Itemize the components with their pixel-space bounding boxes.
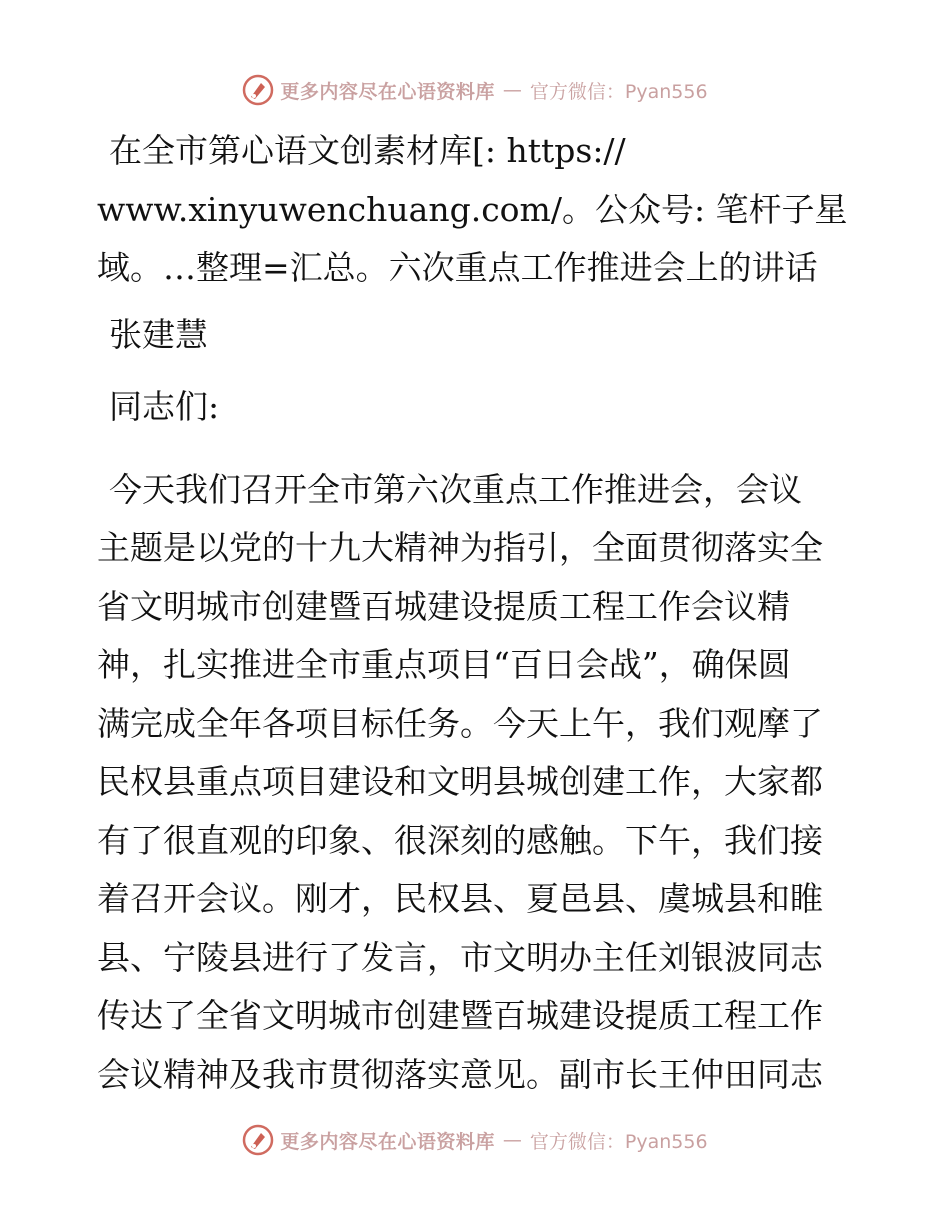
- watermark-right-text: 官方微信：Pyan556: [529, 80, 708, 103]
- watermark-left-text: 更多内容尽在心语资料库: [280, 80, 495, 103]
- document-body: [97, 122, 857, 1104]
- body-line-9: 县、宁陵县进行了发言，市文明办主任刘银波同志: [97, 937, 823, 977]
- body-line-8: 着召开会议。刚才，民权县、夏邑县、虞城县和睢: [97, 879, 823, 918]
- intro-line-2: www.xinyuwenchuang.com/。公众号: 笔杆子星: [97, 189, 848, 229]
- body-line-4: 神，扎实推进全市重点项目“百日会战”，确保圆: [97, 645, 791, 684]
- body-line-3: 省文明城市创建暨百城建设提质工程工作会议精: [97, 586, 790, 626]
- pen-nib-icon: [242, 74, 274, 106]
- author-name: 张建慧: [109, 314, 208, 354]
- body-line-11: 会议精神及我市贯彻落实意见。副市长王仲田同志: [97, 1054, 823, 1094]
- pen-nib-icon: [242, 1124, 274, 1156]
- body-line-2: 主题是以党的十九大精神为指引，全面贯彻落实全: [97, 528, 823, 567]
- salutation: 同志们:: [109, 387, 220, 426]
- body-line-10: 传达了全省文明城市创建暨百城建设提质工程工作: [97, 996, 823, 1035]
- intro-line-3: 域。…整理=汇总。六次重点工作推进会上的讲话: [97, 248, 818, 287]
- footer-watermark: [0, 1120, 950, 1160]
- body-line-5: 满完成全年各项目标任务。今天上午，我们观摩了: [97, 703, 823, 743]
- body-line-1: 今天我们召开全市第六次重点工作推进会，会议: [109, 469, 802, 509]
- body-line-6: 民权县重点项目建设和文明县城创建工作，大家都: [97, 762, 823, 801]
- watermark-dash: —: [502, 1129, 522, 1151]
- watermark-right-text: 官方微信：Pyan556: [529, 1130, 708, 1153]
- intro-line-1: 在全市第心语文创素材库[: https://: [109, 131, 626, 170]
- watermark-left-text: 更多内容尽在心语资料库: [280, 1130, 495, 1153]
- watermark-dash: —: [502, 79, 522, 101]
- body-line-7: 有了很直观的印象、很深刻的感触。下午，我们接: [97, 820, 823, 860]
- header-watermark: [0, 70, 950, 110]
